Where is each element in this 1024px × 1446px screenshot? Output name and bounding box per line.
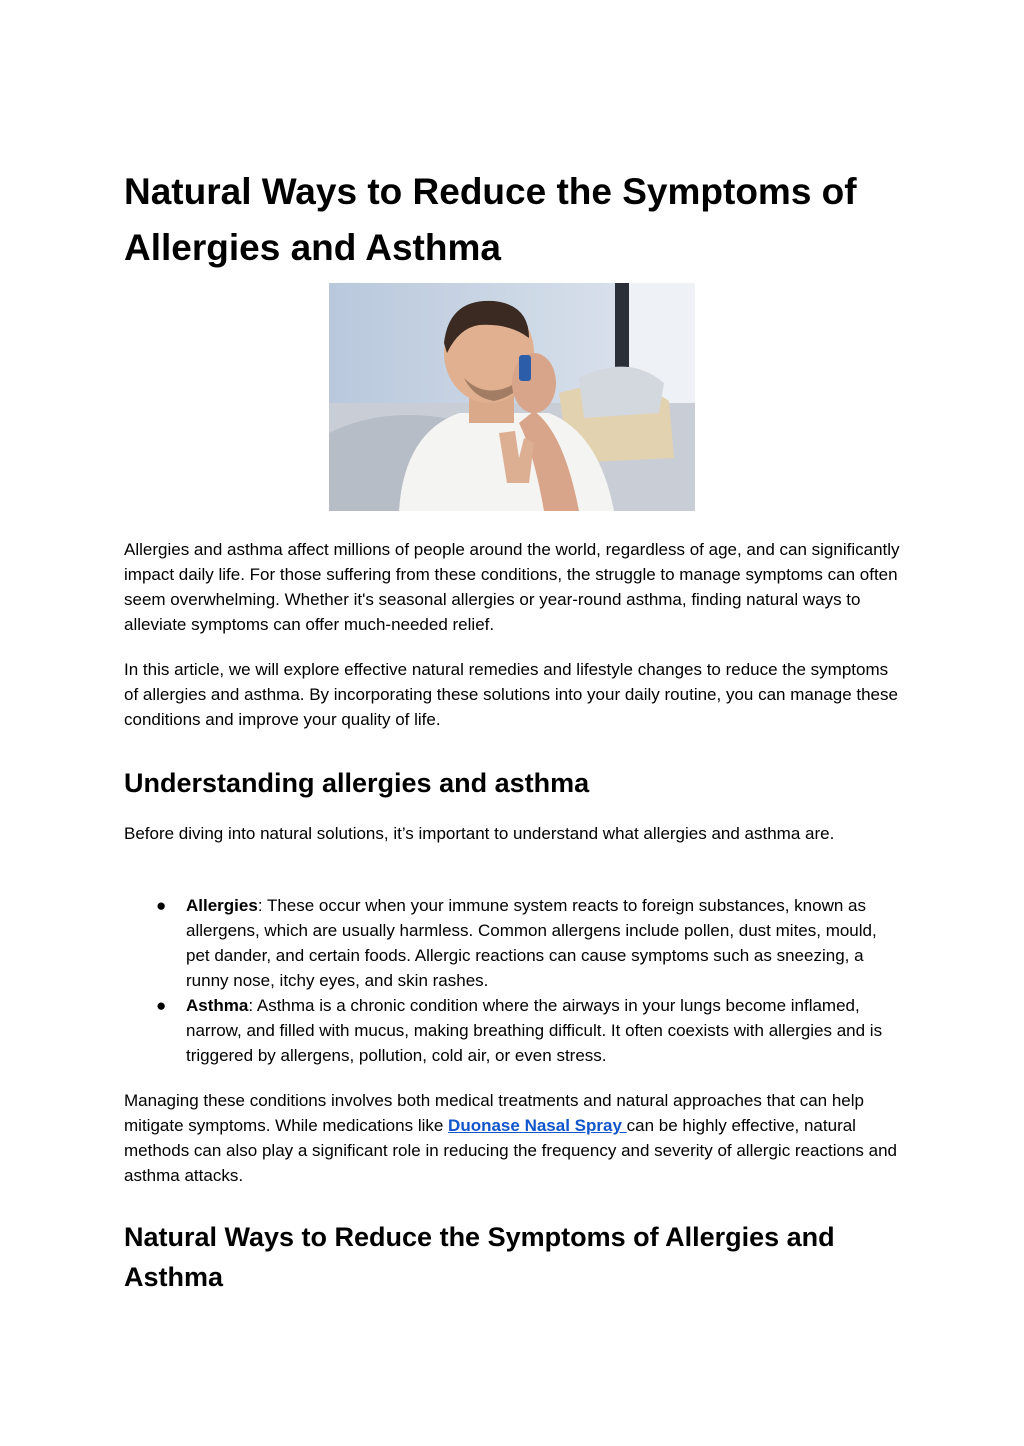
list-item xyxy=(124,993,904,1068)
closing-paragraph xyxy=(124,1088,904,1188)
list-item-text: : These occur when your immune system reacts to foreign substances, known as allergens, which are usually harmless. Common allergens include pollen, dust mites, mould, pet dander, and certain foods. Allergic reactions can cause symptoms such as sneezing, a runny nose, itchy eyes, and skin rashes. xyxy=(186,896,877,990)
closing-text-before: Managing these conditions involves both medical treatments and natural approaches that can help mitigate symptoms. While medications like xyxy=(124,1091,864,1135)
hero-image xyxy=(329,283,695,511)
bullet-icon: ● xyxy=(156,996,167,1015)
man-using-inhaler-illustration xyxy=(329,283,695,511)
bullet-icon: ● xyxy=(156,896,167,915)
definitions-list xyxy=(124,893,904,1068)
list-item-text: : Asthma is a chronic condition where the airways in your lungs become inflamed, narrow, and filled with mucus, making breathing difficult. It often coexists with allergies and is triggered by allergens, pollution, cold air, or even stress. xyxy=(186,996,883,1065)
duonase-nasal-spray-link[interactable]: Duonase Nasal Spray xyxy=(448,1116,627,1135)
list-item xyxy=(124,893,904,993)
section-heading-understanding: Understanding allergies and asthma xyxy=(124,768,590,798)
section-lead-paragraph: Before diving into natural solutions, it’s important to understand what allergies and asthma are. xyxy=(124,824,835,843)
page-title: Natural Ways to Reduce the Symptoms of Allergies and Asthma xyxy=(124,171,857,268)
closing-text-after: can be highly effective, natural methods can also play a significant role in reducing the frequency and severity of allergic reactions and asthma attacks. xyxy=(124,1116,897,1185)
intro-paragraph-2: In this article, we will explore effective natural remedies and lifestyle changes to reduce the symptoms of allergies and asthma. By incorporating these solutions into your daily routine, you can manage these conditions and improve your quality of life. xyxy=(124,660,898,729)
section-heading-natural-ways: Natural Ways to Reduce the Symptoms of Allergies and Asthma xyxy=(124,1222,835,1292)
list-item-term: Allergies xyxy=(186,896,258,915)
list-item-term: Asthma xyxy=(186,996,249,1015)
intro-paragraph-1: Allergies and asthma affect millions of people around the world, regardless of age, and can significantly impact daily life. For those suffering from these conditions, the struggle to manage symptoms can often seem overwhelming. Whether it's seasonal allergies or year-round asthma, finding natural ways to alleviate symptoms can offer much-needed relief. xyxy=(124,540,900,634)
